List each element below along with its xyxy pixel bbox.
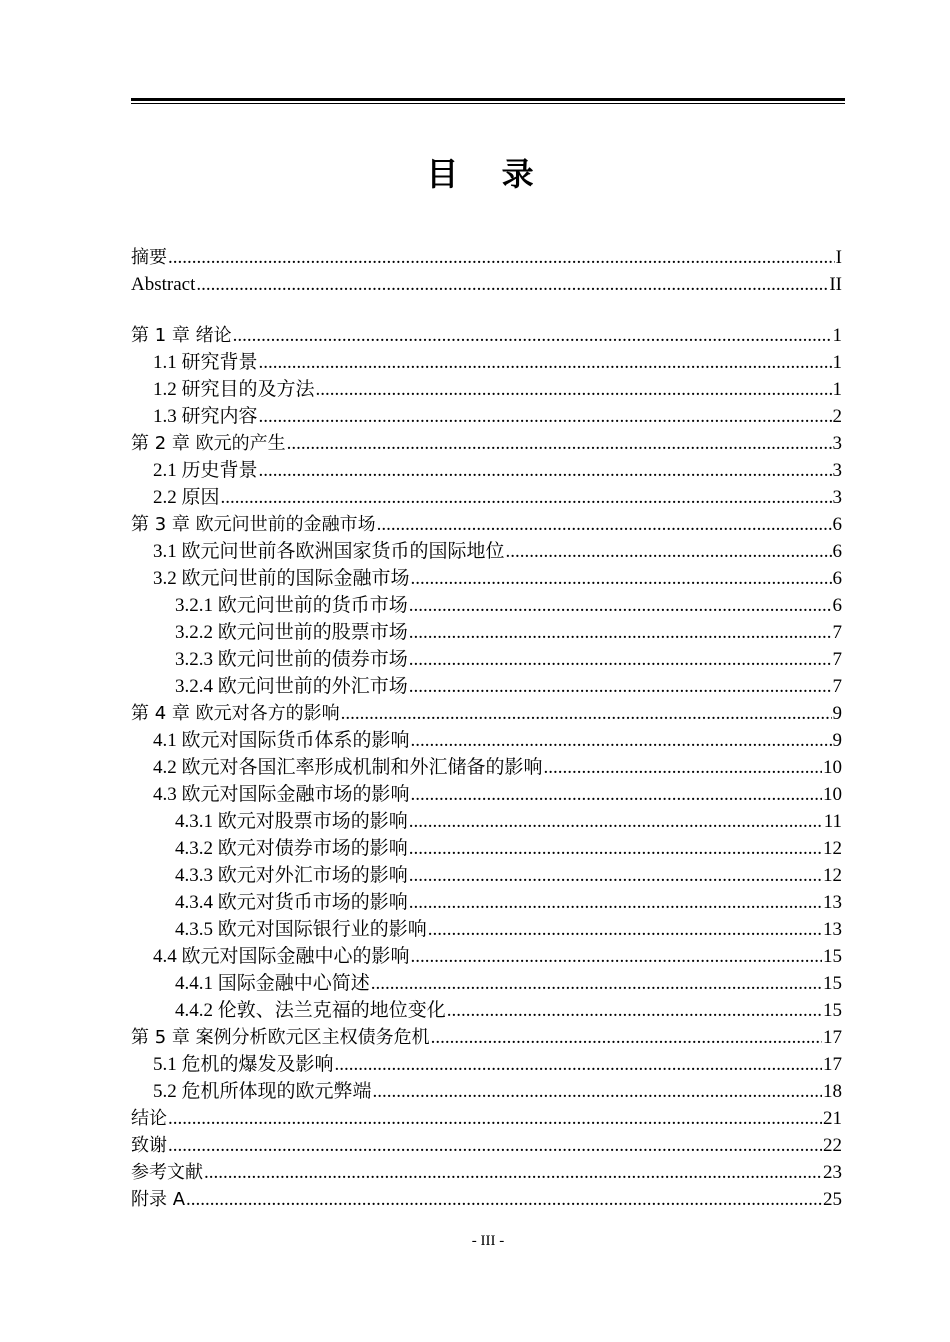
toc-entry[interactable] (131, 916, 842, 943)
toc-dot-leader (409, 862, 822, 889)
toc-entry-label: 4.3.1 欧元对股票市场的影响 (175, 811, 408, 832)
toc-entry-page: 17 (823, 1054, 842, 1075)
toc-entry[interactable] (131, 1132, 842, 1159)
toc-dot-leader (168, 244, 835, 271)
toc-entry[interactable] (131, 430, 842, 457)
toc-entry-page: 3 (832, 460, 842, 481)
toc-entry[interactable] (131, 835, 842, 862)
toc-entry[interactable] (131, 538, 842, 565)
toc-dot-leader (409, 592, 832, 619)
toc-dot-leader (409, 835, 822, 862)
toc-entry-abstract-cn[interactable] (131, 244, 842, 271)
toc-entry-page: 23 (823, 1162, 842, 1183)
toc-entry-label: 第 5 章 案例分析欧元区主权债务危机 (131, 1027, 430, 1048)
toc-entry-label: 第 3 章 欧元问世前的金融市场 (131, 514, 376, 535)
toc-entry-page: 6 (832, 568, 842, 589)
toc-entry[interactable] (131, 349, 842, 376)
toc-entry-abstract-en[interactable] (131, 271, 842, 298)
toc-dot-leader (411, 781, 822, 808)
toc-dot-leader (431, 1024, 822, 1051)
toc-dot-leader (409, 673, 832, 700)
toc-entry-label: 4.4.1 国际金融中心简述 (175, 973, 370, 994)
toc-entry-page: 18 (823, 1081, 842, 1102)
toc-entry[interactable] (131, 1024, 842, 1051)
toc-entry-page: 15 (823, 973, 842, 994)
toc-entry[interactable] (131, 754, 842, 781)
toc-dot-leader (186, 1186, 822, 1213)
toc-entry-label: 2.1 历史背景 (153, 460, 258, 481)
toc-entry-label: 1.1 研究背景 (153, 352, 258, 373)
toc-entry-label: 4.3.2 欧元对债券市场的影响 (175, 838, 408, 859)
toc-dot-leader (168, 1105, 822, 1132)
toc-entry-page: II (829, 274, 842, 295)
toc-entry-label: 3.2.4 欧元问世前的外汇市场 (175, 676, 408, 697)
toc-entry-page: 7 (832, 622, 842, 643)
toc-entry[interactable] (131, 808, 842, 835)
toc-chapter-list (131, 322, 842, 1213)
toc-entry-page: 13 (823, 892, 842, 913)
toc-entry-label: 1.2 研究目的及方法 (153, 379, 315, 400)
toc-entry[interactable] (131, 1159, 842, 1186)
toc-entry-label: 4.3.4 欧元对货币市场的影响 (175, 892, 408, 913)
toc-entry-page: 6 (832, 514, 842, 535)
toc-entry-page: 1 (832, 352, 842, 373)
toc-dot-leader (259, 403, 832, 430)
toc-entry[interactable] (131, 970, 842, 997)
toc-entry[interactable] (131, 322, 842, 349)
toc-entry-label: 2.2 原因 (153, 487, 220, 508)
toc-dot-leader (409, 808, 823, 835)
toc-entry-label: 4.3 欧元对国际金融市场的影响 (153, 784, 410, 805)
toc-entry-label: 5.1 危机的爆发及影响 (153, 1054, 334, 1075)
toc-entry-page: 3 (832, 487, 842, 508)
toc-entry-page: 22 (823, 1135, 842, 1156)
toc-entry[interactable] (131, 511, 842, 538)
toc-entry[interactable] (131, 862, 842, 889)
toc-entry-page: 10 (823, 757, 842, 778)
toc-entry[interactable] (131, 727, 842, 754)
toc-entry-page: 7 (832, 676, 842, 697)
toc-entry-page: I (835, 247, 842, 268)
toc-dot-leader (287, 430, 832, 457)
toc-entry[interactable] (131, 592, 842, 619)
toc-entry-page: 2 (832, 406, 842, 427)
toc-entry[interactable] (131, 619, 842, 646)
toc-entry-page: 17 (823, 1027, 842, 1048)
toc-entry-label: 参考文献 (131, 1162, 203, 1183)
toc-entry-label: 摘要 (131, 247, 167, 268)
toc-entry[interactable] (131, 457, 842, 484)
toc-entry-page: 6 (832, 541, 842, 562)
toc-title: 目 录 (426, 155, 550, 193)
toc-dot-leader (168, 1132, 822, 1159)
toc-dot-leader (373, 1078, 822, 1105)
toc-entry[interactable] (131, 565, 842, 592)
toc-entry-label: 1.3 研究内容 (153, 406, 258, 427)
toc-dot-leader (259, 457, 832, 484)
toc-entry-label: 4.4.2 伦敦、法兰克福的地位变化 (175, 1000, 446, 1021)
toc-entry-page: 1 (832, 325, 842, 346)
toc-entry[interactable] (131, 1051, 842, 1078)
toc-dot-leader (447, 997, 822, 1024)
toc-entry-page: 7 (832, 649, 842, 670)
toc-dot-leader (409, 619, 832, 646)
toc-entry-label: 第 4 章 欧元对各方的影响 (131, 703, 340, 724)
toc-dot-leader (371, 970, 822, 997)
toc-dot-leader (233, 322, 832, 349)
toc-entry-label: 第 1 章 绪论 (131, 325, 232, 346)
toc-entry-page: 21 (823, 1108, 842, 1129)
toc-dot-leader (335, 1051, 822, 1078)
toc-entry-page: 12 (823, 865, 842, 886)
toc-entry-page: 11 (823, 811, 842, 832)
toc-entry-page: 25 (823, 1189, 842, 1210)
toc-entry[interactable] (131, 997, 842, 1024)
toc-entry-label: 4.1 欧元对国际货币体系的影响 (153, 730, 410, 751)
toc-entry-page: 10 (823, 784, 842, 805)
toc-entry-label: 结论 (131, 1108, 167, 1129)
toc-entry-page: 15 (823, 1000, 842, 1021)
toc-dot-leader (409, 889, 822, 916)
toc-entry[interactable] (131, 484, 842, 511)
toc-dot-leader (544, 754, 822, 781)
toc-entry[interactable] (131, 1105, 842, 1132)
toc-entry[interactable] (131, 889, 842, 916)
header-rule (131, 98, 845, 105)
toc-dot-leader (411, 727, 832, 754)
toc-entry-label: 3.2.1 欧元问世前的货币市场 (175, 595, 408, 616)
toc-entry-label: 4.3.5 欧元对国际银行业的影响 (175, 919, 427, 940)
toc-entry[interactable] (131, 646, 842, 673)
toc-dot-leader (409, 646, 832, 673)
toc-entry-label: 3.1 欧元问世前各欧洲国家货币的国际地位 (153, 541, 505, 562)
toc-entry-page: 9 (832, 703, 842, 724)
toc-entry[interactable] (131, 673, 842, 700)
toc-dot-leader (377, 511, 832, 538)
toc-dot-leader (428, 916, 822, 943)
toc-entry-label: 4.4 欧元对国际金融中心的影响 (153, 946, 410, 967)
toc-dot-leader (221, 484, 832, 511)
toc-dot-leader (341, 700, 832, 727)
toc-dot-leader (411, 565, 832, 592)
toc-entry-label: 4.2 欧元对各国汇率形成机制和外汇储备的影响 (153, 757, 543, 778)
toc-entry[interactable] (131, 943, 842, 970)
toc-entry-label: 3.2.2 欧元问世前的股票市场 (175, 622, 408, 643)
header-rule-thin (131, 103, 845, 104)
toc-dot-leader (411, 943, 822, 970)
toc-dot-leader (506, 538, 832, 565)
toc-entry-label: 5.2 危机所体现的欧元弊端 (153, 1081, 372, 1102)
toc-entry[interactable] (131, 403, 842, 430)
toc-entry[interactable] (131, 376, 842, 403)
toc-entry[interactable] (131, 781, 842, 808)
page-number-footer: - III - (471, 1233, 505, 1249)
toc-entry-page: 3 (832, 433, 842, 454)
toc-entry-label: 附录 A (131, 1189, 186, 1210)
toc-entry-page: 15 (823, 946, 842, 967)
header-rule-thick (131, 98, 845, 101)
toc-entry-label: 3.2.3 欧元问世前的债券市场 (175, 649, 408, 670)
toc-dot-leader (259, 349, 832, 376)
toc-dot-leader (204, 1159, 822, 1186)
toc-entry-label: 3.2 欧元问世前的国际金融市场 (153, 568, 410, 589)
toc-entry-label: 致谢 (131, 1135, 167, 1156)
toc-entry[interactable] (131, 1078, 842, 1105)
toc-entry-page: 12 (823, 838, 842, 859)
toc-entry[interactable] (131, 700, 842, 727)
toc-entry-label: Abstract (131, 274, 196, 295)
toc-dot-leader (316, 376, 832, 403)
toc-entry-label: 4.3.3 欧元对外汇市场的影响 (175, 865, 408, 886)
toc-entry-page: 6 (832, 595, 842, 616)
toc-entry[interactable] (131, 1186, 842, 1213)
table-of-contents (131, 244, 842, 1213)
toc-entry-label: 第 2 章 欧元的产生 (131, 433, 286, 454)
toc-entry-page: 13 (823, 919, 842, 940)
toc-entry-page: 1 (832, 379, 842, 400)
toc-dot-leader (196, 271, 828, 298)
toc-entry-page: 9 (832, 730, 842, 751)
